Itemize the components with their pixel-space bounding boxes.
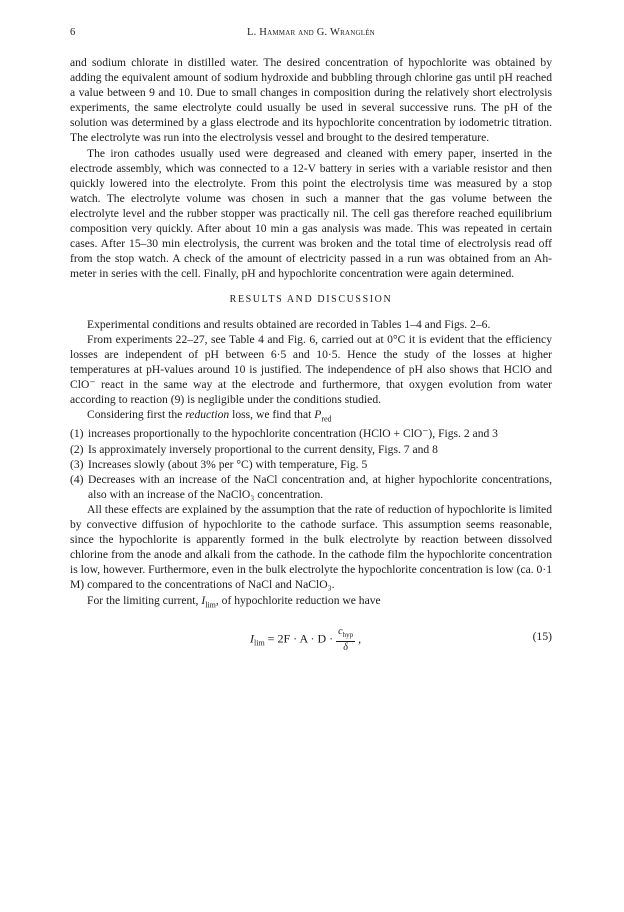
page-number: 6	[70, 27, 76, 38]
list-item	[70, 457, 552, 472]
section-heading: RESULTS AND DISCUSSION	[229, 294, 393, 306]
eq-middle: = 2F · A · D ·	[264, 631, 337, 646]
eq-lhs-subscript: lim	[254, 638, 265, 648]
eq-numerator-symbol: c	[338, 625, 343, 637]
paragraph-results-1: Experimental conditions and results obtained are recorded in Tables 1–4 and Figs. 2–6.	[87, 317, 491, 331]
list-item	[70, 472, 552, 502]
text-segment: For the limiting current,	[87, 593, 202, 607]
document-page	[70, 27, 552, 658]
list-text: Increases slowly (about 3% per °C) with temperature, Fig. 5	[88, 457, 368, 471]
findings-list	[70, 426, 552, 501]
italic-term: reduction	[185, 408, 230, 422]
list-number: (1)	[70, 427, 84, 441]
paragraph-limiting-current	[70, 593, 552, 612]
symbol-p: P	[314, 408, 322, 422]
paragraph-methods-2: The iron cathodes usually used were degreased and cleaned with emery paper, inserted in the electrode assembly, which was connected to a 12-V battery in series with a variable resistor and then quickly lowered into the electrolyte. From this point the electrolysis time was measured by a stop watch. The electrolyte volume was chosen in such a manner that the gas volume between the electrolyte level and the rubber stopper was practically nil. The cell gas therefore reached equilibrium composition very quickly. After about 10 min a gas analysis was made. This was repeated in certain cases. After 15–30 min electrolysis, the current was broken and the total time of electrolysis read off from the stop watch. A check of the amount of electricity passed in a run was obtained from an Ah-meter in series with the cell. Finally, pH and hypochlorite concentration were again determined.	[70, 146, 552, 281]
list-text: Decreases with an increase of the NaCl concentration and, at higher hypochlorite concentrations, also with an increase of the NaClO₃ concentration.	[88, 472, 552, 501]
text-segment: loss, we find that	[229, 408, 315, 422]
paragraph-reduction-intro	[70, 407, 552, 426]
paragraph-results-2: From experiments 22–27, see Table 4 and Fig. 6, carried out at 0°C it is evident that the efficiency losses are independent of pH between 6·5 and 10·5. Hence the study of the losses at higher temperatures at pH-values around 10 is justified. The independence of pH also shows that HClO and ClO⁻ react in the same way at the electrode and furthermore, that oxygen evolution from water according to reaction (9) is negligible under the conditions studied.	[70, 332, 552, 406]
list-number: (2)	[70, 442, 84, 456]
list-number: (4)	[70, 472, 84, 486]
list-item	[70, 442, 552, 457]
list-item	[70, 426, 552, 441]
eq-fraction	[336, 626, 355, 653]
eq-numerator-subscript: hyp	[342, 630, 354, 639]
eq-lhs: I	[250, 631, 254, 646]
running-head-authors: L. Hammar and G. Wranglén	[247, 27, 375, 38]
paragraph-methods-1: and sodium chlorate in distilled water. The desired concentration of hypochlorite was obtained by adding the equivalent amount of sodium hydroxide and bubbling through chlorine gas until pH reached a value between 9 and 10. Due to small changes in composition during the relatively short electrolysis experiments, the same electrolyte could usually be used in several successive runs. The pH of the solution was determined by a glass electrode and its hypochlorite concentration by iodometric titration. The electrolyte was run into the electrolysis vessel and brought to the desired temperature.	[70, 56, 552, 145]
symbol-i: I	[201, 593, 206, 607]
list-text: Is approximately inversely proportional to the current density, Figs. 7 and 8	[88, 442, 438, 456]
body-text	[70, 55, 552, 612]
symbol-subscript: lim	[205, 599, 216, 609]
paragraph-explanation: All these effects are explained by the assumption that the rate of reduction of hypochlorite is limited by convective diffusion of hypochlorite to the cathode surface. This assumption seems reasonable, since the hypochlorite is apparently formed in the bulk electrolyte by reaction between dissolved chlorine from the anode and alkali from the cathode. In the cathode film the hypochlorite concentration is low, however. Furthermore, even in the bulk electrolyte the hypochlorite concentration is low (ca. 0·1 M) compared to the concentrations of NaCl and NaClO₃.	[70, 502, 552, 592]
page-header	[70, 27, 552, 45]
text-segment: , of hypochlorite reduction we have	[215, 593, 381, 607]
eq-denominator: δ	[343, 641, 348, 653]
eq-numerator	[336, 626, 355, 642]
symbol-subscript: red	[321, 414, 332, 424]
equation-number: (15)	[532, 629, 552, 643]
list-text: increases proportionally to the hypochlorite concentration (HClO + ClO⁻), Figs. 2 and 3	[88, 427, 498, 441]
equation-15	[70, 618, 552, 658]
equation-expression	[250, 626, 361, 653]
list-number: (3)	[70, 457, 84, 471]
eq-trail: ,	[355, 631, 362, 646]
text-segment: Considering first the	[87, 408, 186, 422]
